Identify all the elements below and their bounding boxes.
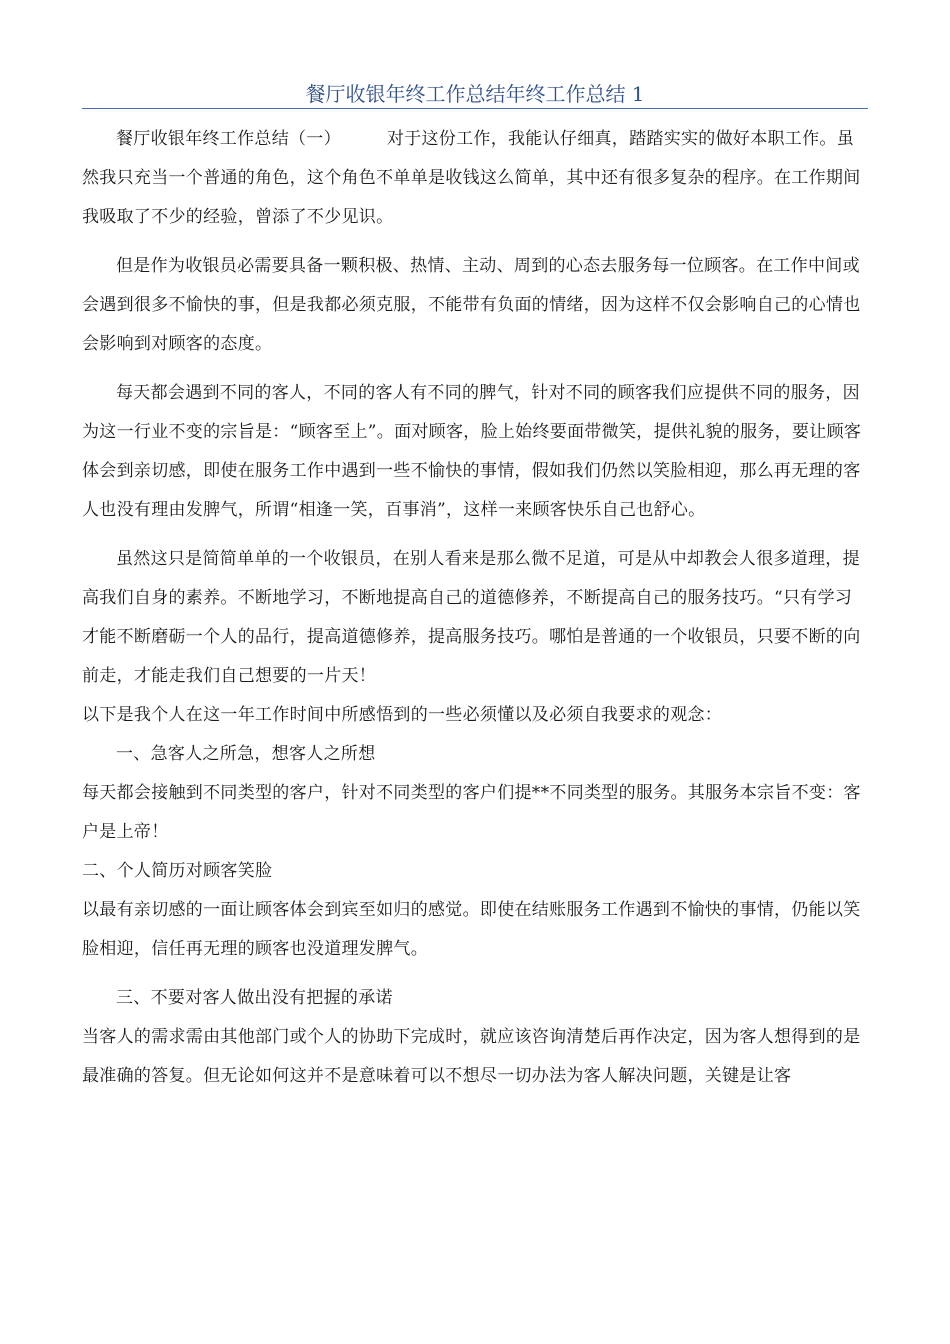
- document-body: [82, 120, 868, 1096]
- paragraph-7: 以最有亲切感的一面让顾客体会到宾至如归的感觉。即使在结账服务工作遇到不愉快的事情，仍能以笑脸相迎，信任再无理的顾客也没道理发脾气。: [82, 900, 861, 959]
- document-title: 餐厅收银年终工作总结年终工作总结 1: [305, 82, 645, 106]
- heading-3: 三、不要对客人做出没有把握的承诺: [116, 988, 393, 1008]
- title-underline: [82, 108, 868, 109]
- section-heading-inline: 餐厅收银年终工作总结（一）: [116, 129, 341, 149]
- paragraph-8: 当客人的需求需由其他部门或个人的协助下完成时，就应该咨询清楚后再作决定，因为客人想得到的是最准确的答复。但无论如何这并不是意味着可以不想尽一切办法为客人解决问题，关键是让客: [82, 1027, 861, 1086]
- paragraph-1: [82, 120, 868, 237]
- paragraph-1-text: 对于这份工作，我能认仔细真，踏踏实实的做好本职工作。虽然我只充当一个普通的角色，这个角色不单单是收钱这么简单，其中还有很多复杂的程序。在工作期间我吸取了不少的经验，曾添了不少见识。: [82, 129, 861, 227]
- heading-1: 一、急客人之所急，想客人之所想: [116, 744, 376, 764]
- heading-2: 二、个人简历对顾客笑脸: [82, 861, 273, 881]
- paragraph-5: 以下是我个人在这一年工作时间中所感悟到的一些必须懂以及必须自我要求的观念：: [82, 705, 723, 725]
- paragraph-3: 每天都会遇到不同的客人，不同的客人有不同的脾气，针对不同的顾客我们应提供不同的服务，因为这一行业不变的宗旨是：“顾客至上”。面对顾客，脸上始终要面带微笑，提供礼貌的服务，要让顾客体会到亲切感，即使在服务工作中遇到一些不愉快的事情，假如我们仍然以笑脸相迎，那么再无理的客人也没有理由发脾气，所谓“相逢一笑，百事消”，这样一来顾客快乐自己也舒心。: [82, 383, 862, 520]
- paragraph-6: 每天都会接触到不同类型的客户，针对不同类型的客户们提**不同类型的服务。其服务本宗旨不变：客户是上帝！: [82, 783, 861, 842]
- paragraph-2: 但是作为收银员必需要具备一颗积极、热情、主动、周到的心态去服务每一位顾客。在工作中间或会遇到很多不愉快的事，但是我都必须克服，不能带有负面的情绪，因为这样不仅会影响自己的心情也会影响到对顾客的态度。: [82, 256, 861, 354]
- paragraph-4: 虽然这只是简简单单的一个收银员，在别人看来是那么微不足道，可是从中却教会人很多道理，提高我们自身的素养。不断地学习，不断地提高自己的道德修养，不断提高自己的服务技巧。“只有学习才能不断磨砺一个人的品行，提高道德修养，提高服务技巧。哪怕是普通的一个收银员，只要不断的向前走，才能走我们自己想要的一片天！: [82, 549, 861, 686]
